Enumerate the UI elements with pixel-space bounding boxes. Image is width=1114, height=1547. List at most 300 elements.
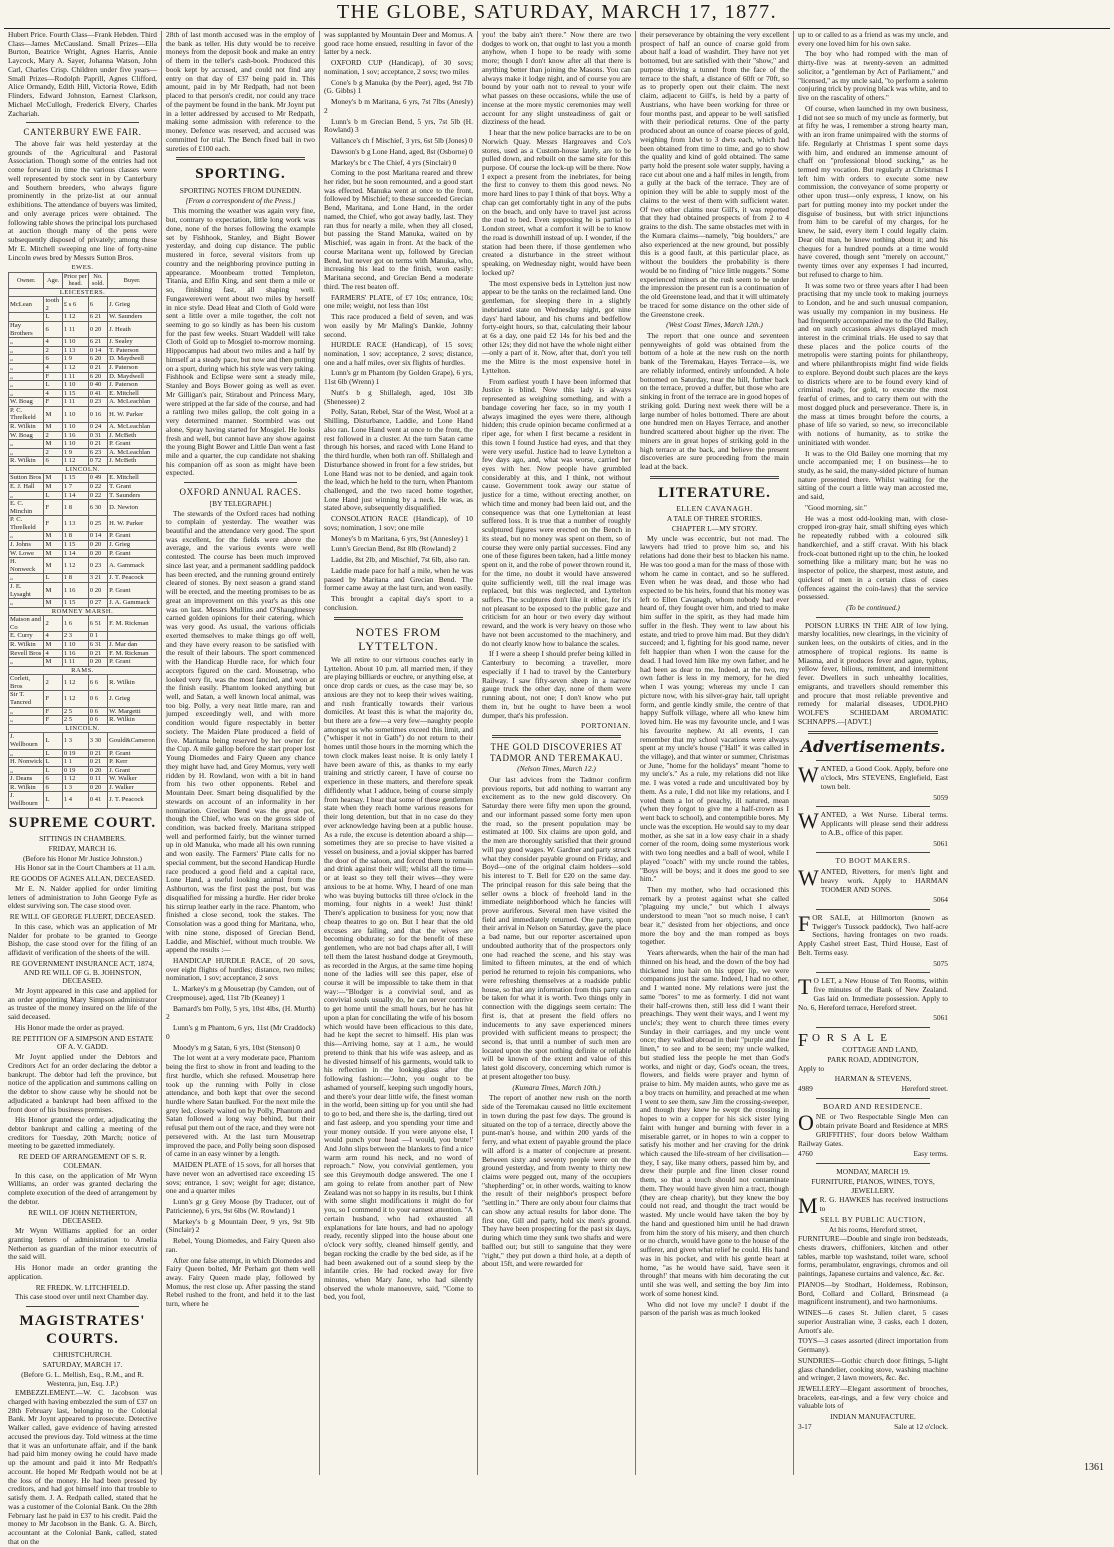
advert-ref: 3-17 (798, 1421, 812, 1431)
schnapps-advert: POISON LURKS IN THE AIR of low lying, marshy localities, new clearings, in the vicinity of sunken lees, on the outskirts of cities, and in the atmosphere of tropical regions. Its name is Miasma, and it produces fever and ague, typhus, yellow fever, bilious, remittent, and intermittent fever. Dwellers in such unhealthy localities, emigrants, and travellers should remember this and procure that most reliable preventive and remedy for malarial diseases, UDOLPHO WOLFE'S SCHIEDAM AROMATIC SCHNAPPS.—[ADVT.] (798, 620, 948, 726)
table-cell: 0 20 (88, 783, 107, 792)
divider (26, 1306, 139, 1307)
race-report: Polly, Satan, Rebel, Star of the West, Wool at a Shilling, Disturbance, Laddie, and Lone Hand also ran. Lone Hand went at once to the front, the rest followed in a cluster. At the turn Satan came through his horses, and raced with Lone Hand to the third hurdle, when both ran off. Shillalegh and Disturbance showed in front for a few strides, but Lone Hand was not to be denied, and again took the lead, which he held to the turn, when Phantom challenged, and the two raced home together, Lone Hand just winning by a neck. He was, as stated above, subsequently disqualified. (324, 407, 473, 513)
advert-auction (798, 1168, 948, 1432)
table-cell: 1 14 (62, 491, 88, 500)
table-cell: 1 11 (62, 398, 88, 407)
advert-footer (798, 1423, 948, 1432)
table-cell: A. McLeachlan (108, 422, 157, 431)
table-cell: 0 20 (88, 322, 107, 338)
table-row (9, 766, 157, 775)
case-heading: RE GOVERNMENT INSURANCE ACT, 1874, AND RE WILL OF G. B. JOHNSTON, DECEASED. (10, 958, 155, 986)
drop-cap: F (798, 910, 811, 936)
table-section-label: LINCOLN. (9, 465, 157, 474)
race-result: Cone's b g Manuka (by the Peer), aged, 9st 7lb (G. Gibbs) 1 (324, 77, 473, 96)
column-5 (636, 31, 794, 1475)
table-cell: 0 22 (88, 491, 107, 500)
table-cell: F (44, 716, 62, 725)
page-number: 1361 (1084, 1462, 1104, 1474)
race-result: Nutt's b g Shillalegh, aged, 10st 3lb (Shenessee) 2 (324, 387, 473, 406)
race-result: Money's b m Maritana, 6 yrs, 9st (Annesley) 1 (331, 533, 469, 543)
table-cell: J. Walker (108, 783, 157, 792)
case-heading: RE WILL OF GEORGE FLUERT, DECEASED. (9, 912, 156, 922)
advert-cook (798, 762, 948, 802)
table-cell: 0 24 (88, 422, 107, 431)
lyttelton-paragraph: If I were a sheep I should prefer being killed in Canterbury to becoming a traveller, more especially if I had to travel by the Canterbury Railway. I saw fifty-seven sheep in a narrow gauge truck the other day, none of them were running about, not one; I don't know who put them in, but he ought to have been a wool dumper, that's his profession. (482, 649, 631, 720)
telegraph-note: [BY TELEGRAPH.] (209, 498, 272, 508)
table-cell: 1 12 (62, 558, 88, 574)
table-row (9, 658, 157, 667)
table-cell: 1 12 (62, 775, 88, 784)
table-cell: P. C. Threlkeld (9, 406, 44, 422)
table-cell: L (44, 792, 62, 808)
divider (816, 1098, 930, 1099)
table-cell: 1 16 (62, 431, 88, 440)
court-paragraph: In this case, which was an application of Mr Nalder for probate to be granted to George Bishop, the case stood over for the filing of an affidavit of verification of the sheets of the will. (8, 921, 157, 958)
ewe-fair-heading: CANTERBURY EWE FAIR. (23, 127, 142, 138)
table-cell: 6 (44, 783, 62, 792)
table-cell: J. Heath (108, 322, 157, 338)
court-paragraph: EMBEZZLEMENT.—W. C. Jacobson was charged with having embezzled the sum of £37 on 28th February last, belonging to the Colonial Bank. Mr Joynt appeared to prosecute. Detective Walker called, gave evidence of having arrested accused the previous day. Told witness at the time that it was an unfortunate affair, and if the bank had paid him money owing he could have made up the amount and paid it into Mr Redpath's account. He hoped Mr Redpath would not be at the loss of the money. He had been pressed by creditors, and had got himself into that trouble to satisfy them. J. A. Redpath called, stated that he was a customer of the Colonial Bank. On the 28th February last he paid in £37 to his credit. Paid the money to Mr Jacobson in the Bank. G. A. Birch, accountant at the Colonial Bank, called, stated that on the (8, 1388, 157, 1546)
table-cell: 1 11 (62, 658, 88, 667)
table-cell: „ (9, 532, 44, 541)
table-cell: 6 51 (88, 616, 107, 632)
table-cell: W. Margetti (108, 707, 157, 716)
table-cell: 0 21 (88, 758, 107, 767)
newspaper-page (4, 1, 1110, 1546)
table-cell: Matson and Co (9, 616, 44, 632)
source-note: (Nelson Times, March 12.) (517, 764, 596, 774)
advert-text: OR SALE, at Hillmorton (known as Twigger's Tussock paddock), Two half-acre Sections, having frontages on two roads. Apply Cashel street East, Third House, East of Belt. Terms easy. (798, 912, 948, 957)
race-title: HANDICAP HURDLE RACE, of 20 sovs, over eight flights of hurdles; distance, two miles; nomination, 1 sov; acceptance, 2 sovs (166, 956, 315, 983)
auction-lot: FURNITURE—Double and single iron bedsteads, chests drawers, chiffoniers, kitchen and other tables, marble top washstand, toilet ware, school forms, perambulator, engravings, chromos and oil paintings, Japanese curtains and valence, &c. &c. (798, 1234, 948, 1279)
table-row (9, 406, 157, 422)
divider (184, 482, 297, 483)
gold-paragraph: their perseverance by obtaining the very excellent prospect of half an ounce of coarse gold from about half a load of washdirt. They have not yet bottomed, but are satisfied with their "show," and purpose driving a tunnel from the face of the terrace to the shaft, a distance of 60ft or 70ft, so as to properly open out their claim. The next claim, adjacent to Gill's, is held by a party of Austrians, who have been working for three or four months past, and appear to be well satisfied with their periodical returns. One of the party produced about an ounce of coarse pieces of gold, weighing from 1dwt to 3 dwts each, which had been obtained from time to time, and go to show the quality and kind of gold obtained. The same party hold the present sole water supply, having a race cut about one and a half miles in length, from a gully at the back of the terrace. They are of opinion they will be able to supply most of the claims to the west of them with sufficient water. Of two other claims near Gill's, it was reported that they had obtained prospects of from 2 to 4 grains to the dish. The same obstacles met with in the Kumara claims—namely, "big boulders," are also experienced at the new ground, but possibly this is a good fault, at this particular place, as without the boulders the probability is there would be no finding of "nice little nuggets." Some experienced miners at the rush seem to be under the impression the present run is a continuation of the old Greenstone lead, and that it will ultimately be traced for some distance on the other side of the Greenstone creek. (640, 30, 789, 319)
case-heading: RE PETITION OF A SIMPSON AND ESTATE OF A. V. GADD. (11, 1033, 154, 1052)
sittings-date: FRIDAY, MARCH 16. (48, 843, 117, 853)
table-cell: „ (9, 363, 44, 372)
divider (492, 735, 621, 738)
table-row (9, 616, 157, 632)
drop-cap: W (798, 808, 819, 834)
table-cell: 1 3 (62, 733, 88, 749)
table-row (9, 558, 157, 574)
table-cell: J. Johns (9, 541, 44, 550)
divider (808, 731, 938, 734)
race-result: Markey's b g Mountain Deer, 9 yrs, 9st 9lb (Sinclair) 2 (166, 1216, 315, 1235)
auction-date: MONDAY, MARCH 19. (836, 1167, 910, 1177)
table-cell: „ (9, 716, 44, 725)
divider (176, 157, 305, 160)
column-6 (794, 31, 952, 1475)
story-paragraph: Who did not love my uncle? I doubt if the parson of the parish was as much looked (640, 1299, 789, 1318)
table-row (9, 749, 157, 758)
advert-line: PARK ROAD, ADDINGTON, (827, 1054, 919, 1064)
table-cell: 0 6 (88, 707, 107, 716)
advert-board-residence (798, 1110, 948, 1159)
table-cell (108, 632, 157, 641)
table-cell: W. Walker (108, 775, 157, 784)
table-cell: 1 13 (62, 516, 88, 532)
table-cell: M (44, 483, 62, 492)
table-cell: 6 (44, 457, 62, 466)
sporting-heading: SPORTING. (195, 166, 286, 183)
table-cell: 0 14 (88, 532, 107, 541)
table-row (9, 599, 157, 608)
table-cell: 3 30 (88, 733, 107, 749)
auction-lot: PIANOS—by Stodhart, Holderness, Robinson, Bord, Collard and Collard, Brinsmead (a magnificent instrument), and two harmoniums. (798, 1279, 948, 1307)
advert-ref: 5059 (933, 792, 948, 802)
table-cell: J. Paterson (108, 381, 157, 390)
auction-lot: JEWELLERY—Elegant assortment of brooches, bracelets, ear-rings, and a few very choice and valuable lots of (798, 1383, 948, 1411)
race-title: CONSOLATION RACE (Handicap), of 10 sovs; nomination, 1 sov; one mile (324, 514, 473, 532)
table-cell: 0 40 (88, 381, 107, 390)
case-heading: RE GOODS OF AGNES ALLAN, DECEASED. (10, 874, 155, 884)
table-cell: Revell Bros (9, 649, 44, 658)
source-note: (West Coast Times, March 12th.) (666, 320, 763, 330)
race-report: Coming to the post Maritana reared and threw her rider, but he soon remounted, and a good start was effected. Manuka went at once to the front, followed by Mischief; to these succeeded Grecian Bend, Maritana, and Lone Hand, in the order named, the Chief, who got away badly, last. They ran thus for nearly a mile, when they all closed, but passing the Stand Manuka, waited on by Mischief, was again in front. At the back of the course Maritana went up, followed by Grecian Bend, but never got on terms with Manuka, who, increasing his lead to the finish, won easily: Maritana second, and Grecian Bend a moderate third. The rest beaten off. (324, 168, 473, 291)
table-cell: R. Wilkin (9, 783, 44, 792)
table-header-cell: No. sold. (88, 273, 107, 289)
table-cell: J. McBeth (108, 431, 157, 440)
prize-list: Hubert Price. Fourth Class—Frank Hebden. Third Class—James McCausland. Small Prizes—Ella Burton, Beatrice Wright, Agnes Harris, Annie Laycock, Mary A. Sayer, Johanna Watson, John Carl, Charles Crisp. Children under five years—Small Prizes—Rodolph Paprill, Agnes Clifford, Alice Ormandy, Edith Hill, Victoria Rowe, Edith Flinders, Edward Johnston, Earnest Clarkson, Michael McCullogh, Frederick Elvery, Charles Zachariah. (8, 30, 157, 118)
table-section-row (9, 724, 157, 733)
gold-discoveries-heading: THE GOLD DISCOVERIES AT TADMOR AND TEREMAKAU. (490, 742, 623, 763)
table-cell: 2 5 (62, 716, 88, 725)
table-cell: „ (9, 749, 44, 758)
table-cell: 6 (88, 297, 107, 313)
table-cell: J. E. Lysaght (9, 582, 44, 598)
drop-cap: W (798, 865, 819, 891)
lyttelton-paragraph: From earliest youth I have been informed that Justice is blind. Now this lady is always represented as weighing something, and with a bandage covering her face, so in my youth I always imagined the eyes were there, although hidden; this crude opinion became confirmed at a riper age, for when I first became a resident in this town I found Justice had eyes, and that they were very useful. Justice had to leave Lyttelton a few days ago, and, what was worse, carried her eyes with her. Now people have grumbled considerably at this, and I think, not without cause. Government took away our statue of justice for a time, without erecting another, on which time and money had been laid out, and the consequence was that one Lytteltonian at least suffered loss. It is true that a number of roughly sculptured figures were erected on the Bench in its stead, but no money was spent on them, so of course they were only partial successes. Find any one of these figures been taken, had a little money spent on it, and the robe of power thrown round it, for the time, no doubt it would have answered quite sufficiently well, till the real image was replaced, but this was neglected, and Lyttelton suffers. The sculptures don't like it either, for it's not pleasant to be exposed to the public gaze and criticism for an hour or two every day without reward, and the work is very heavy on those who have not been accustomed to the machinery, and do not clearly know how to balance the scales. (482, 376, 632, 648)
table-cell: J. Grieg (108, 297, 157, 313)
table-cell: McLean (9, 297, 44, 313)
table-cell: 2 5 (62, 707, 88, 716)
table-cell: L (44, 313, 62, 322)
table-cell: 6 (44, 355, 62, 364)
divider (816, 760, 930, 761)
lyttelton-heading: NOTES FROM LYTTELTON. (355, 624, 442, 653)
advert-text: O LET, a New House of Ten Rooms, within five minutes of the Bank of New Zealand. Gas laid on. Immediate possession. Apply to No. 6, Hereford terrace, Hereford street. (798, 976, 948, 1012)
race-report: Laddie made pace for half a mile, when he was passed by Maritana and Grecian Bend. The former came away at the last turn, and won easily. (324, 565, 473, 593)
advert-wet-nurse (798, 808, 948, 848)
advert-for-sale-sections (798, 910, 948, 968)
table-cell: 1 12 (62, 691, 88, 707)
table-cell: F (44, 372, 62, 381)
advert-line: Hereford street. (901, 1083, 948, 1093)
table-row (9, 574, 157, 583)
table-row (9, 322, 157, 338)
table-cell: 1 7 (62, 483, 88, 492)
table-cell: J. McBeth (108, 457, 157, 466)
table-cell: 1 15 (62, 541, 88, 550)
story-paragraph: Years afterwards, when the hair of the man had thinned on his head, and the down of the boy had thickened into hair on his upper lip, we were companions just the same. Indeed, I had no other, and I wanted none. My relations were just the same "bores" to me as formerly. I did not want their half-crowns then, still less did I want their preachings. They went their ways, and I went my uncle's; they went to church three times every Sunday in their carriages, and my uncle went once; they walked abroad in their "purple and fine linen," to see and to be seen; my uncle walked, but studied less the people he met than God's works, and night or day, God's ocean, the trees, flowers, and fields were prayer and hymn of praise to him. My maiden aunts, who gave me as a boy tracts on humility, and preached at me when I went to see them, saw Jim the crossing-sweeper, and though they knew he swept the crossing in hopes to win a copper for his sick sister lying faint with hunger and burning with fever in a miserable garret, or in hopes to win a copper to satisfy his mother and her craving for the drink which caused the life-stream of her civilisation—they, I say, like many others, passed him by, and drew their purple and fine linen closer round them, so that a touch should not contaminate them. They would have given him a tract, though (they are cheap charity), but they knew the boy could not read, and thought the tract would be wasted. My uncle would have taken the boy by the hand and questioned him until he had drawn from him the story of his misery, and then church or no church, would have gone to the house of the sufferer, and given what relief he could. His hand was in his pocket, and with his gentle heart at home, "as he would have said, 'have seen it through!' that means with him decorating the cut until she was well, and setting the boy Jim into work of some honest kind. (640, 948, 789, 1298)
signature: PORTONIAN. (581, 721, 631, 731)
sittings-bench: (Before his Honor Mr Justice Johnston.) (22, 853, 143, 863)
table-row (9, 541, 157, 550)
table-cell: M (44, 558, 62, 574)
court-paragraph: Mr Wynn Williams applied for an order granting letters of administration to Amelia Netherton as guardian of the minor executrix of the said will. (8, 1226, 157, 1262)
auction-lot: TOYS—3 cases assorted (direct importation from Germany). (798, 1336, 948, 1355)
table-row (9, 381, 157, 390)
table-row (9, 457, 157, 466)
race-result: Laddie, 8st 2lb, and Mischief, 7st 6lb, also ran. (331, 555, 470, 565)
table-cell: J. Deans (9, 775, 44, 784)
advert-ref: 5061 (933, 1013, 948, 1023)
story-paragraph: It was to the Old Bailey one morning that my uncle accompanied me; I on business—he to study, as he said, the many-sided picture of human nature presented there. Whilst waiting for the sitting of the court a little way man accosted me, and said, (798, 448, 948, 502)
table-cell: T. Paterson (108, 346, 157, 355)
ewe-fair-text: The above fair was held yesterday at the grounds of the Agricultural and Pastoral Association. Though some of the entries had not come forward in time the various classes were well represented by stock sent in by Canterbury and Southern breeders, who always figure prominently in the prize-list at our annual exhibitions. The attendance of buyers was limited, and only average prices were obtained. The following table shows the principal lots purchased at auction though many of the pens were subsequently disposed of privately; among these Mr E. Mitchell sweeping one line of forty-nine Lincoln ewes bred by Messrs Sutton Bros. (8, 138, 157, 262)
table-cell: H. Nonwick (10, 758, 43, 766)
race-result: Lunn's b m Grecian Bend, 5 yrs, 7st 5lb (H. Rowland) 3 (324, 116, 473, 135)
table-cell: E. Mitchell (108, 474, 157, 483)
story-paragraph: It was some two or three years after I had been practising that my uncle took to making journeys to London, and he and such unusual companion, was usually my companion in my business. He had frequently accompanied me to the Old Bailey, and on such occasions always displayed much interest in the criminal trials. He used to say that these places and the police courts of the metropolis were starting points for philanthropy, and where philanthropists might find wide fields to explore. Beyond doubt such places are the keys to districts where are to be found every kind of criminal ready, for gold, to execute the most fearful of crimes, and to carry them out with the most dogged pluck and perseverance. There is, in the mass at times brought before the courts, a phase of life so varied, so new, so irreconcilable with notions of humanity, as to strike the uninitiated with wonder. (798, 280, 948, 447)
auction-headline: SELL BY PUBLIC AUCTION, (820, 1214, 926, 1224)
divider (816, 852, 930, 853)
table-row (9, 792, 157, 808)
table-cell: „ (9, 448, 44, 457)
table-cell: M (44, 532, 62, 541)
table-cell: 0 27 (88, 599, 107, 608)
table-cell: 1 8 (62, 574, 88, 583)
table-cell: P. Grant (108, 549, 157, 558)
table-header-cell: Price per head. (63, 273, 87, 288)
advert-to-let (798, 974, 948, 1023)
table-cell: J. Wellbourn (9, 792, 44, 808)
race-report: This race produced a field of seven, and was won easily by Mr Maling's Dankie, Johnny second. (324, 312, 473, 339)
table-cell: 6 21 (88, 313, 107, 322)
table-cell: P. Kerr (108, 758, 157, 767)
table-cell: „ (9, 766, 44, 775)
table-row (9, 363, 157, 372)
table-section-row (9, 288, 157, 297)
table-cell: 1 10 (62, 641, 88, 650)
table-cell: A. Gammack (108, 558, 157, 574)
table-cell: D. Maydwell (108, 355, 157, 364)
table-cell: F (44, 707, 62, 716)
table-cell: 1 13 (62, 346, 88, 355)
table-cell: 1 8 (62, 532, 88, 541)
advert-ref: 5075 (933, 958, 948, 968)
auction-location: At his rooms, Hereford street, (828, 1224, 918, 1234)
table-row (9, 431, 157, 440)
table-cell: „ (9, 707, 44, 716)
table-cell: 1 6 (62, 616, 88, 632)
table-cell: 0 25 (88, 516, 107, 532)
court-continuation: 28th of last month accused was in the employ of the bank as teller. His duty would be to receive moneys from the deposit book and make an entry of them in the teller's cash-book. Produced this book kept by accused, and could not find any entry on that day of £37 being paid in. This amount, paid in by Mr Redpath, had not been placed to that person's credit, nor could any trace of the payment be found in the bank. Mr Joynt put in a letter addressed by accused to Mr Redpath, making some admission with reference to the money. Defence was reserved, and accused was committed for trial. The Bench fixed bail in two sureties of £100 each. (166, 30, 315, 153)
table-cell: W. Boag (9, 431, 44, 440)
advert-ref: 5061 (933, 838, 948, 848)
table-row (9, 483, 157, 492)
advert-footer (798, 1085, 948, 1094)
table-cell: 0 20 (88, 658, 107, 667)
table-cell: J. Paterson (108, 363, 157, 372)
table-cell: R. Wilkin (108, 675, 157, 691)
court-paragraph: His Honor made an order granting the application. (8, 1263, 157, 1281)
masthead-title: THE GLOBE, SATURDAY, MARCH 17, 1877. (336, 1, 778, 24)
table-cell: 0 1 (88, 632, 107, 641)
table-cell: A. McLeachlan (108, 398, 157, 407)
table-cell: 1 9 (62, 448, 88, 457)
table-cell: L (44, 749, 62, 758)
table-row (9, 422, 157, 431)
ewe-sales-table (8, 272, 157, 809)
race-result: Barnard's bm Polly, 5 yrs, 10st 4lbs, (H. Murth) 2 (166, 1003, 315, 1022)
table-row (9, 372, 157, 381)
table-cell: „ (9, 491, 44, 500)
table-cell: 2 (44, 616, 62, 632)
table-cell: 0 31 (88, 431, 107, 440)
table-cell (9, 313, 44, 322)
table-cell: 4 (44, 632, 62, 641)
table-cell: J. T. Peacock (108, 574, 157, 583)
table-cell: 0 20 (88, 766, 107, 775)
literature-heading: LITERATURE. (658, 484, 771, 501)
table-cell: 1 10 (62, 381, 88, 390)
table-cell: 0 11 (88, 775, 107, 784)
table-cell: L (44, 574, 62, 583)
advert-ref: 5064 (933, 895, 948, 905)
divider (816, 1163, 930, 1164)
column-1 (4, 30, 162, 1546)
race-result: Moody's m g Satan, 6 yrs, 10st (Stenson) 0 (173, 1042, 300, 1052)
advert-text: R. G. HAWKES has received instructions to (819, 1195, 948, 1214)
divider (816, 1027, 930, 1028)
table-cell: 4 (44, 338, 62, 347)
table-row (9, 313, 157, 322)
table-cell: M (44, 599, 62, 608)
table-cell: 0 23 (88, 558, 107, 574)
table-cell: 0 41 (88, 389, 107, 398)
table-section-label: RAMS. (9, 666, 157, 675)
table-cell: F (44, 516, 62, 532)
table-cell: F (44, 398, 62, 407)
table-cell: Corlett, Bros (9, 675, 44, 691)
table-cell: J. Grieg (108, 541, 157, 550)
table-cell: 0 22 (88, 483, 107, 492)
table-row (9, 783, 157, 792)
table-cell: L (44, 733, 62, 749)
story-paragraph: Then my mother, who had occasioned this remark by a protest against what she called "plaguing my uncle," but which I always understood to mean "not so much noise, I can't bear it," desisted from her objections, and once more the boy and the man romped as boys together. (640, 884, 789, 947)
divider (26, 122, 139, 123)
advert-text: ANTED, Rivetters, for men's light and heavy work. Apply to HARMAN TOOMER AND SONS. (820, 867, 948, 894)
advert-terms: Easy terms. (913, 1149, 948, 1159)
divider (816, 909, 930, 910)
divider (816, 617, 930, 618)
table-cell: £ s 6 (62, 297, 88, 313)
sporting-paragraph: This morning the weather was again very fine, but, contrary to expectation, little long work was done, none of the horses following the example set by Fishhook, Stanley, and Bight Bower yesterday, and doing cup distance. The public mustered in force, several visitors from up country and the neighboring province putting in appearance. Moonbeam trotted Templeton, Titania, and Elfin King, and sent them a mile or so, finishing fast, all shaping well. Fungawereweri went about two miles by herself in nice style. Dead Heat and Cloth of Gold were sent a little over a mile together, the colt not seeming to go so kindly as has been his custom for the past few weeks. Stuart Waddell will take Cloth of Gold up to Mosgiel to-morrow morning. Hippocampus had about two miles and a half by himself at a steady pace, but now and then putting on a spurt, during which his style was very taking. Fishhook and Eclipse were sent a steady mile, Stanley and Boys Bower going as well as ever. Mr Gilligan's pair, Stirabout and Princess Mary, were stripped at the far side of the course, and had a rattling two miles gallop, the colt going in a very determined manner. Stormbird was out alone, Spray having started for Mosgiel. He looks fresh and well, but cannot have any show against the young Bight Bower and Little Dan went a fast mile and a quarter, the cup candidate not shaking his companion off as soon as might have been expected. (166, 206, 315, 478)
table-cell: E. Mitchell (108, 389, 157, 398)
mc-date: SATURDAY, MARCH 17. (42, 1360, 123, 1370)
advert-text: ANTED, a Good Cook. Apply, before one o'clock, Mrs STEVENS, Englefield, East town belt. (820, 764, 948, 791)
court-paragraph: This case stood over until next Chamber day. (15, 1292, 149, 1302)
table-cell: Hay Brothers (9, 322, 44, 338)
mc-bench: (Before G. L. Mellish, Esq., R.M., and R. Westenra, jun, Esq. J.P.) (21, 1369, 144, 1388)
case-heading: RE FREDK. W. LITCHFIELD. (35, 1282, 130, 1292)
race-result: Lunn's gr m Phantom (by Golden Grape), 6 yrs, 11st 6lb (Wrenn) 1 (324, 368, 473, 387)
table-row (9, 346, 157, 355)
table-cell: 1 15 (62, 389, 88, 398)
mc-place: CHRISTCHURCH. (53, 1350, 112, 1360)
gold-paragraph: The report of another new rush on the north side of the Teremakau caused no little excitement in town during the past few days. The ground is situated on the top of a terrace, directly above the punt-man's house, and within 200 yards of the ferry, and what extent of payable ground the place will afford is a matter of conjecture at present. Between sixty and seventy people were on the ground yesterday, and from twenty to thirty new claims were pegged out, many of the occupiers "shepherding" or, in other words, waiting to know the result of their neighbor's prospect before "settling in." There are only about four claims that can show any actual results for labor done. The first one, Gill and party, hold six men's ground. They have been prospecting for the past six days, during which time they sunk two shafts and were baffled out; but still to sanguine that they were "right," they put down a third hole, at a depth of about 15ft, and were rewarded for (482, 1093, 631, 1269)
advert-ref: 4760 (798, 1149, 813, 1159)
table-cell: 6 (44, 322, 62, 338)
auction-line: INDIAN MANUFACTURE. (830, 1412, 916, 1422)
race-title: HURDLE RACE (Handicap), of 15 sovs; nomination, 1 sov; acceptance, 2 sovs; distance, one and a half miles, over six flights of hurdles. (324, 340, 473, 367)
advert-text: NE or Two Respectable Single Men can obtain private Board and Residence at MRS GRIFFITHS', four doors below Waltham Railway Gates. (798, 1112, 948, 1148)
table-cell: 0 23 (88, 398, 107, 407)
table-cell: L (44, 381, 62, 390)
court-paragraph: His Honor granted the order, adjudicating the debtor bankrupt and calling a meeting of the creditors for Tuesday, 20th March; notice of meeting to be gazetted immediately. (8, 1115, 157, 1151)
table-header-cell: Buyer. (108, 273, 157, 289)
lyttelton-paragraph: you! the baby ain't there." Now there are two dodges to work on, that ought to last you a month anyhow, when I hope to be ready with some more; though I don't know after all that there is anything better than joining the Masons. You can always make it lodge night, and of course you are bound by your oath not to reveal to your wife what passes on these occasions, while the use of incense at the more mystic ceremonies may well account for any slight unsteadiness of gait or dizziness of the head. (482, 30, 631, 127)
table-cell: 0 6 (88, 716, 107, 725)
table-cell: F (44, 691, 62, 707)
table-cell: 6 21 (88, 338, 107, 347)
table-cell: 6 20 (88, 372, 107, 381)
court-paragraph: His Honor sat in the Court Chambers at 11 a.m. (15, 863, 156, 873)
table-row (9, 532, 157, 541)
table-cell: Sir T. Tancred (9, 691, 44, 707)
table-row (9, 355, 157, 364)
table-cell: 0 49 (88, 474, 107, 483)
ewes-table-title: EWES. (71, 264, 94, 272)
race-title: OXFORD CUP (Handicap), of 30 sovs; nomination, 1 sov; acceptance, 2 sovs; two miles (324, 58, 473, 76)
table-cell: J. Mar dan (108, 641, 157, 650)
table-section-label: ROMNEY MARSH. (9, 607, 157, 616)
court-paragraph: Mr Joynt appeared in this case and applied for an order appointing Mary Simpson administrator as trustee of the money insured on the life of the said deceased. (8, 986, 157, 1022)
table-cell: M (44, 541, 62, 550)
table-cell: M (44, 658, 62, 667)
table-row (9, 516, 157, 532)
table-cell: 1 12 (62, 457, 88, 466)
table-cell: J. Wellbourn (9, 733, 44, 749)
court-paragraph: Mr E. N. Nalder applied for order limiting letters of administration to John George Fyfe as eldest surviving son. The case stood over. (8, 883, 157, 911)
table-cell: 0 19 (62, 749, 88, 758)
table-cell: Sutton Bros (9, 474, 44, 483)
table-cell: 1 4 (62, 792, 88, 808)
advert-cottage-sale (798, 1032, 948, 1094)
table-row (9, 500, 157, 516)
table-cell: D. Maydwell (108, 372, 157, 381)
case-heading: RE DEED OF ARRANGEMENT OF S. R. COLEMAN. (18, 1152, 147, 1170)
table-cell: 1 8 (62, 500, 88, 516)
supreme-court-heading: SUPREME COURT. (8, 814, 157, 831)
table-cell: E. C. Minchin (9, 500, 44, 516)
table-cell: 6 6 (88, 675, 107, 691)
table-cell: „ (9, 346, 44, 355)
magistrates-court-heading: MAGISTRATES' COURTS. (19, 1312, 146, 1347)
table-cell: 1 15 (62, 599, 88, 608)
table-cell: „ (9, 355, 44, 364)
advert-line: Apply to (798, 1064, 825, 1074)
race-result: L. Markey's m g Mousetrap (by Camden, out of Creepmouse), aged, 11st 7lb (Keaney) 1 (166, 984, 315, 1002)
table-cell: J. Grant (108, 766, 157, 775)
table-row (9, 549, 157, 558)
table-cell: J. Sealey (108, 338, 157, 347)
table-cell: 1 10 (62, 338, 88, 347)
table-cell: 3 21 (88, 574, 107, 583)
table-section-row (9, 465, 157, 474)
race-result: Vallance's ch f Mischief, 3 yrs, 6st 5lb (Jones) 0 (331, 136, 473, 146)
table-row (9, 707, 157, 716)
table-section-label: LEICESTERS. (9, 288, 157, 297)
table-cell: M (44, 422, 62, 431)
table-cell: 2 (44, 675, 62, 691)
table-header-cell: Age. (44, 273, 62, 289)
table-cell: 1 1 (62, 758, 88, 767)
